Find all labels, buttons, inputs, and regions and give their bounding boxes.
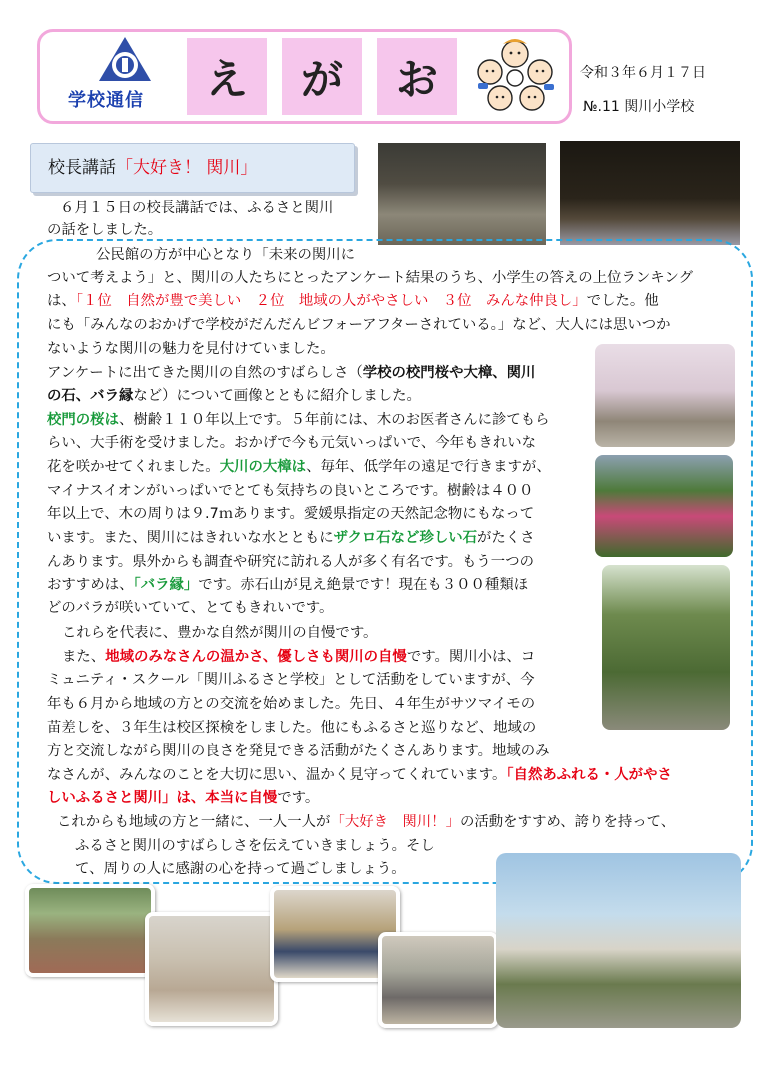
issue-date: 令和３年６月１７日 (580, 65, 706, 81)
text-line: ミュニティ・スクール「関川ふるさと学校」として活動をしていますが、今 (47, 672, 535, 688)
text-line: 方と交流しながら関川の良さを発見できる活動がたくさんあります。地域のみ (47, 743, 550, 759)
title-tile-e: え (187, 38, 267, 115)
photo-community-room (145, 912, 278, 1026)
title-tile-o: お (377, 38, 457, 115)
text-line: どのバラが咲いていて、とてもきれいです。 (47, 600, 334, 616)
text-line: ふるさと関川のすばらしさを伝えていきましょう。そし (75, 838, 435, 854)
text-line: おすすめは、「バラ縁」です。赤石山が見え絶景です！現在も３００種類ほ (47, 577, 529, 593)
text-line: の話をしました。 (47, 222, 163, 238)
pride-highlight-start: 「自然あふれる・人がやさ (506, 767, 672, 783)
text-line: は、「１位 自然が豊で美しい ２位 地域の人がやさしい ３位 みんな仲良し」でした。他 (47, 293, 659, 309)
school-emblem-icon (95, 35, 155, 85)
headline-prefix: 校長講話 (48, 158, 116, 178)
article-headline (30, 143, 355, 193)
title-tile-ga: が (282, 38, 362, 115)
photo-classroom-activity (378, 932, 498, 1028)
text-line: にも「みんなのおかげで学校がだんだんビフォーアフターされている。」など、大人には思いつか (47, 317, 671, 333)
daisuki-highlight: 「大好き 関川！」 (330, 814, 460, 830)
cherry-highlight: 校門の桜は (47, 412, 119, 428)
photo-planting-sweet-potatoes (25, 884, 155, 977)
text-line: ないような関川の魅力を見付けていました。 (47, 341, 335, 357)
text-line: らい、大手術を受けました。おかげで今も元気いっぱいで、今年もきれいな (47, 435, 536, 451)
photo-seated-students (378, 143, 546, 245)
text-line: アンケートに出てきた関川の自然のすばらしさ（学校の校門桜や大樟、関川 (47, 365, 536, 381)
text-line: 年以上で、木の周りは９.7ｍあります。愛媛県指定の天然記念物にもなって (47, 506, 535, 522)
text-line: これらを代表に、豊かな自然が関川の自慢です。 (62, 625, 378, 641)
ranking-highlight: 「１位 自然が豊で美しい ２位 地域の人がやさしい ３位 みんな仲良し」 (75, 293, 587, 309)
text-line: 校門の桜は、樹齢１１０年以上です。５年前には、木のお医者さんに診てもら (47, 412, 550, 428)
text-line: 年も６月から地域の方との交流を始めました。先日、４年生がサツマイモの (47, 696, 536, 712)
text-line: なさんが、みんなのことを大切に思い、温かく見守ってくれています。「自然あふれる・人がやさ (47, 767, 672, 783)
pride-highlight-end: しいふるさと関川」は、本当に自慢 (47, 790, 278, 806)
smiling-children-illustration (470, 34, 560, 120)
text-line: しいふるさと関川」は、本当に自慢です。 (47, 790, 320, 806)
headline-highlight: 「大好き！ 関川」 (116, 158, 258, 178)
text-line: んあります。県外からも調査や研究に訪れる人が多く有名です。もう一つの (47, 554, 534, 570)
text-line: また、地域のみなさんの温かさ、優しさも関川の自慢です。関川小は、コ (62, 649, 536, 665)
camphor-highlight: 大川の大樟は (219, 459, 307, 475)
text-line: 花を咲かせてくれました。大川の大樟は、毎年、低学年の遠足で行きますが、 (47, 459, 551, 475)
text-line: 公民館の方が中心となり「未来の関川に (96, 247, 356, 263)
text-line: ついて考えよう」と、関川の人たちにとったアンケート結果のうち、小学生の答えの上位ランキング (47, 270, 693, 286)
text-line: て、周りの人に感謝の心を持って過ごしましょう。 (75, 861, 406, 877)
text-line: の石、バラ縁など）について画像とともに紹介しました。 (47, 388, 421, 404)
text-line: います。また、関川にはきれいな水とともにザクロ石など珍しい石がたくさ (47, 530, 535, 546)
rose-highlight: 「バラ縁」 (133, 577, 199, 593)
community-highlight: 地域のみなさんの温かさ、優しさも関川の自慢 (105, 649, 407, 665)
photo-assembly-hall (560, 141, 740, 245)
issue-number: №.11 関川小学校 (583, 99, 695, 115)
text-line: これからも地域の方と一緒に、一人一人が「大好き 関川！」の活動をすすめ、誇りを持って、 (57, 814, 676, 830)
text-line: マイナスイオンがいっぱいでとても気持ちの良いところです。樹齢は４００ (47, 483, 534, 499)
school-newsletter-label: 学校通信 (68, 90, 144, 111)
text-line: 苗差しを、３年生は校区探検をしました。他にもふるさと巡りなど、地域の (47, 720, 537, 736)
photo-group-in-front-of-school (496, 853, 741, 1028)
text-line: ６月１５日の校長講話では、ふるさと関川 (60, 200, 334, 216)
stone-highlight: ザクロ石など珍しい石 (333, 530, 478, 546)
